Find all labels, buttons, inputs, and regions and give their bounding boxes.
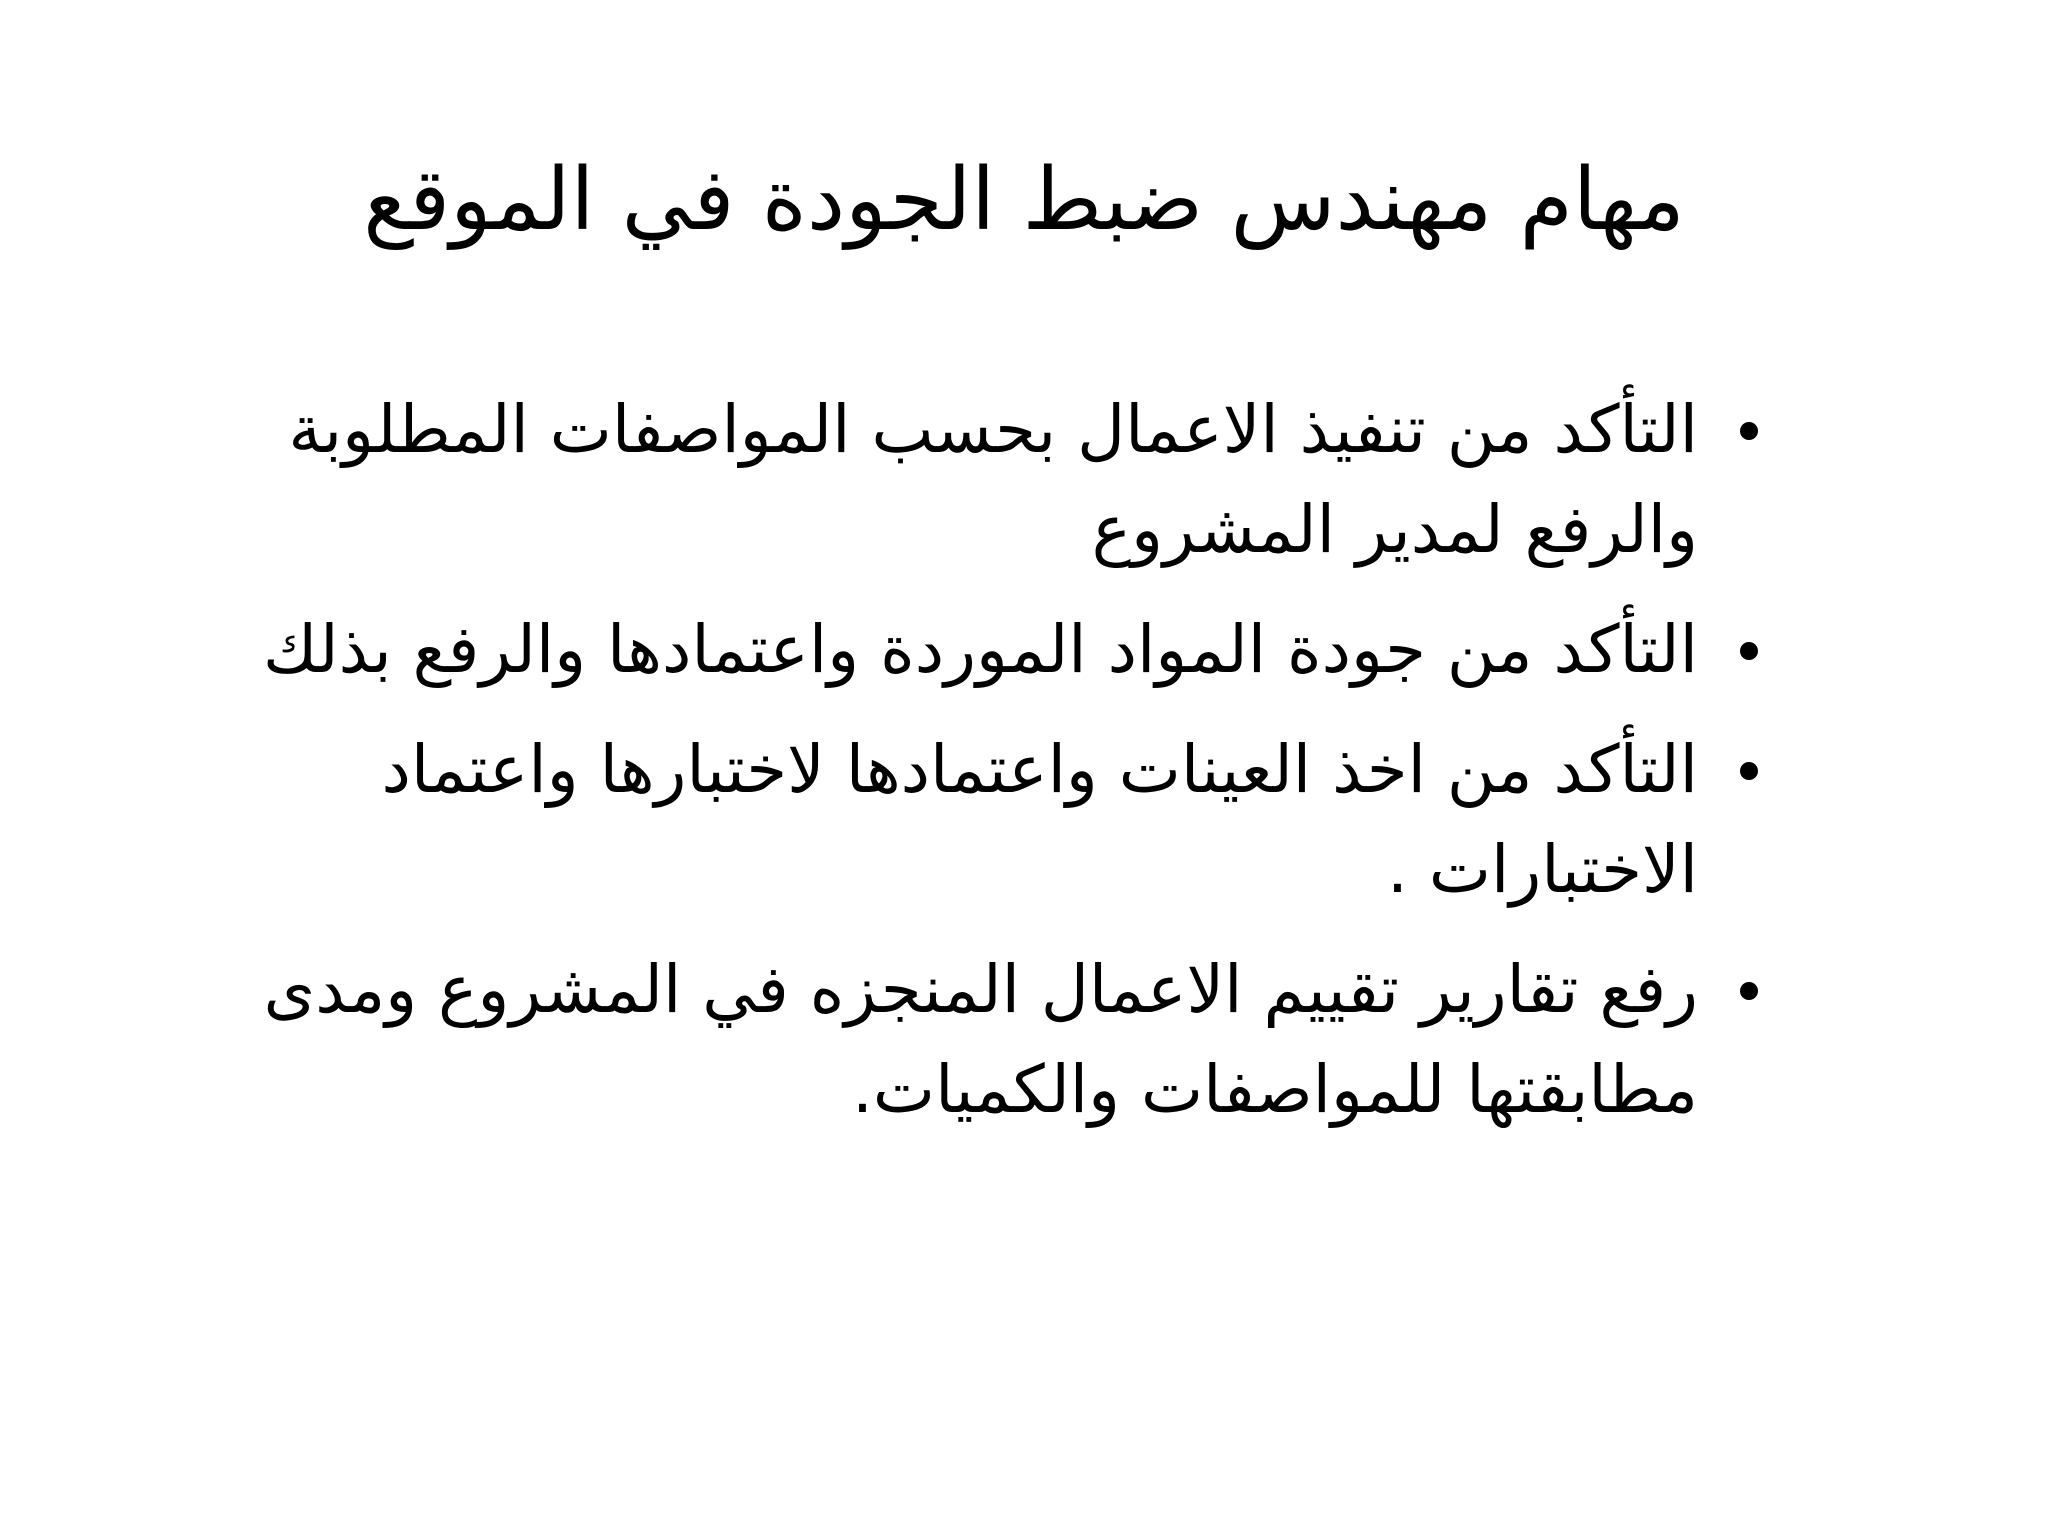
bullet-icon xyxy=(1740,642,1758,660)
bullet-icon xyxy=(1740,762,1758,780)
list-item xyxy=(150,380,1898,580)
list-item xyxy=(150,600,1898,700)
slide-title: مهام مهندس ضبط الجودة في الموقع xyxy=(363,150,1685,250)
bullet-list xyxy=(150,380,1898,1160)
list-item xyxy=(150,940,1898,1140)
list-item xyxy=(150,720,1898,920)
bullet-text: التأكد من جودة المواد الموردة واعتمادها والرفع بذلك xyxy=(262,611,1698,688)
bullet-text: التأكد من تنفيذ الاعمال بحسب المواصفات المطلوبة والرفع لمدير المشروع xyxy=(288,391,1698,568)
bullet-text: التأكد من اخذ العينات واعتمادها لاختبارها واعتماد الاختبارات . xyxy=(381,731,1698,908)
bullet-icon xyxy=(1740,422,1758,440)
bullet-text: رفع تقارير تقييم الاعمال المنجزه في المشروع ومدى مطابقتها للمواصفات والكميات. xyxy=(263,951,1698,1128)
bullet-icon xyxy=(1740,982,1758,1000)
